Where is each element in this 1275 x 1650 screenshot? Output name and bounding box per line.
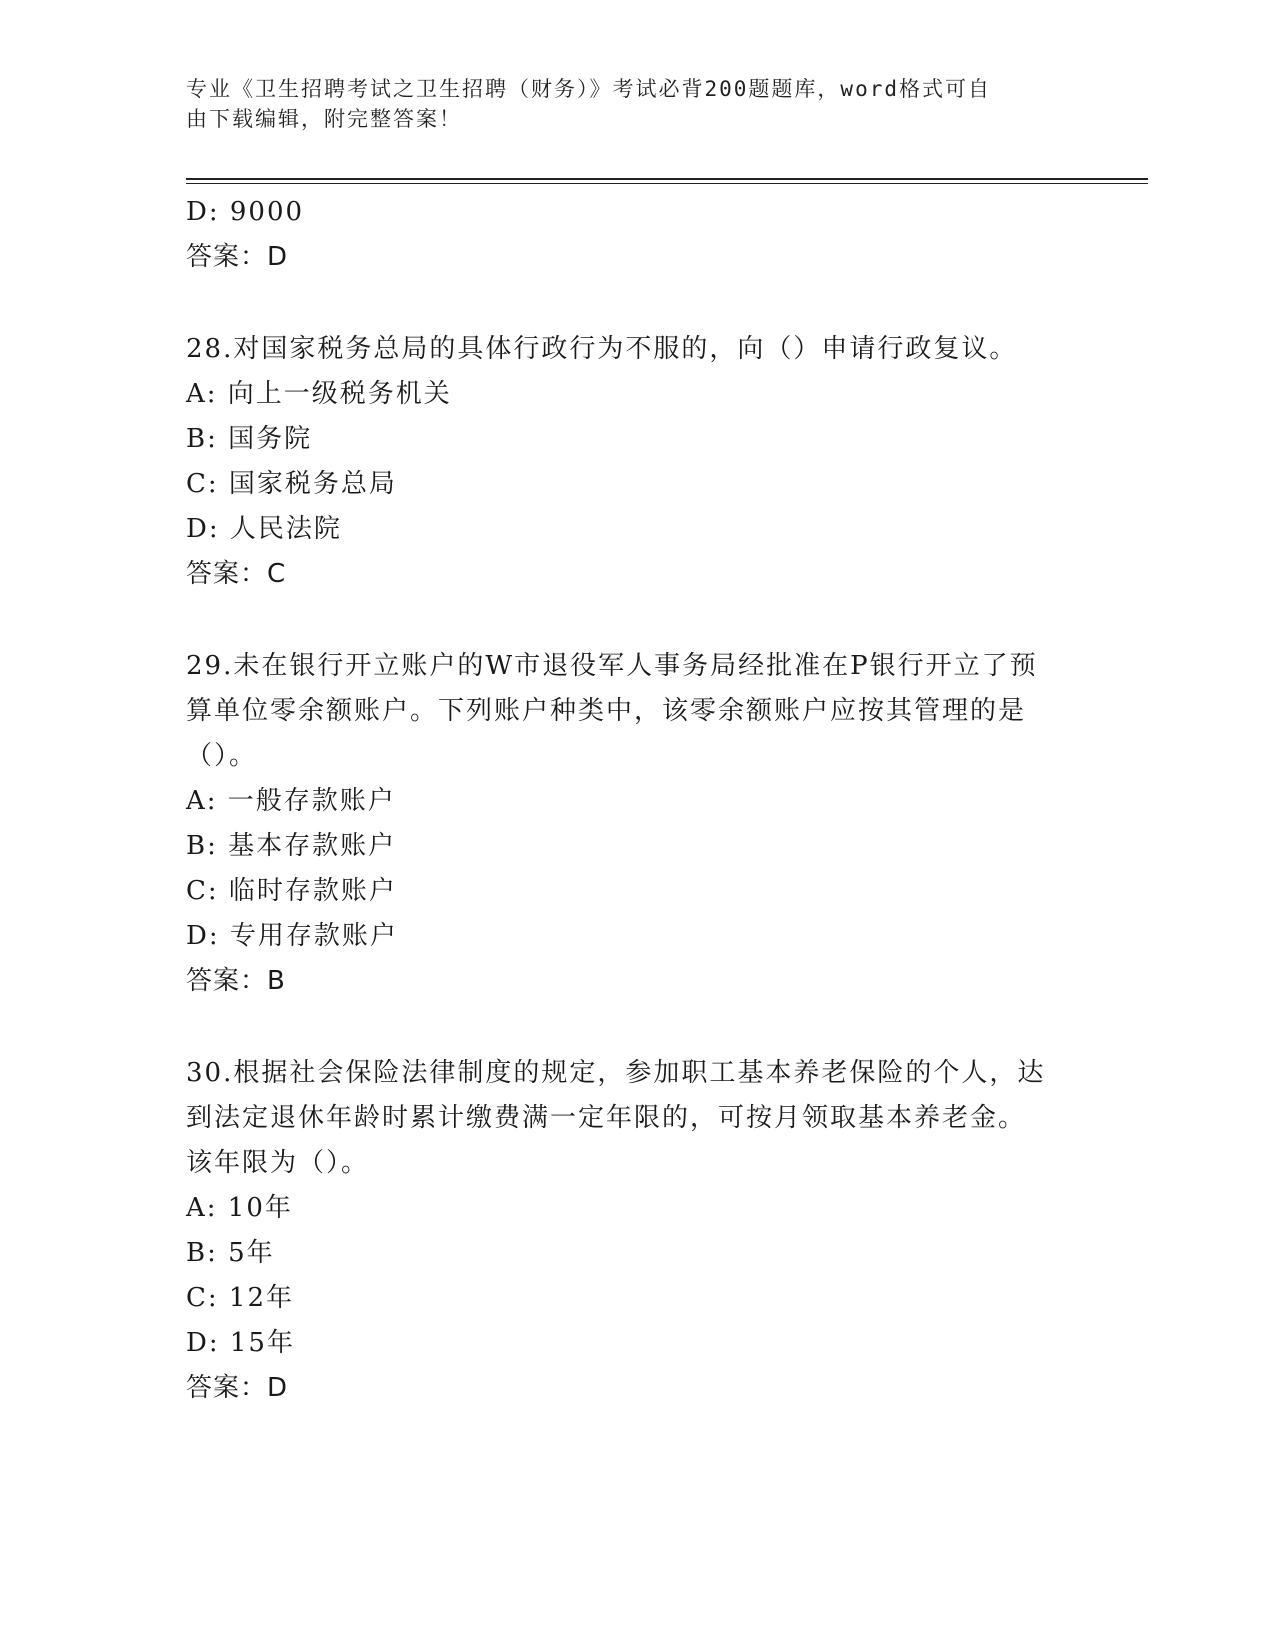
spacer	[186, 1004, 1086, 1051]
question-line: 算单位零余额账户。下列账户种类中，该零余额账户应按其管理的是	[186, 696, 1027, 726]
option-d: D: 9000	[186, 197, 305, 227]
question-line: 29.未在银行开立账户的W市退役军人事务局经批准在P银行开立了预	[186, 651, 1038, 681]
question-text	[186, 1051, 1086, 1186]
option-b: B: 基本存款账户	[186, 831, 397, 861]
option-c: C: 国家税务总局	[186, 469, 397, 499]
question-line: 28.对国家税务总局的具体行政行为不服的，向（）申请行政复议。	[186, 334, 1018, 364]
option-d: D: 人民法院	[186, 514, 342, 544]
answer-line: 答案：D	[186, 242, 289, 272]
previous-question-tail	[186, 190, 1086, 280]
option-a: A: 向上一级税务机关	[186, 379, 452, 409]
header-line-1: 专业《卫生招聘考试之卫生招聘（财务）》考试必背200题题库，word格式可自	[186, 77, 991, 101]
option-d: D: 15年	[186, 1328, 295, 1358]
spacer	[186, 280, 1086, 327]
question-line: （）。	[186, 741, 258, 771]
option-a: A: 一般存款账户	[186, 786, 396, 816]
question-text	[186, 644, 1086, 779]
question-29	[186, 644, 1086, 1004]
question-28	[186, 327, 1086, 597]
answer-line: 答案：B	[186, 966, 286, 996]
question-line: 该年限为（）。	[186, 1148, 370, 1178]
question-line: 到法定退休年龄时累计缴费满一定年限的，可按月领取基本养老金。	[186, 1103, 1027, 1133]
option-a: A: 10年	[186, 1193, 293, 1223]
option-c: C: 12年	[186, 1283, 295, 1313]
option-b: B: 国务院	[186, 424, 313, 454]
answer-line: 答案：C	[186, 559, 287, 589]
question-text	[186, 327, 1086, 372]
option-b: B: 5年	[186, 1238, 275, 1268]
header-divider-thin	[186, 183, 1148, 184]
option-c: C: 临时存款账户	[186, 876, 397, 906]
option-d: D: 专用存款账户	[186, 921, 398, 951]
header-divider-thick	[186, 178, 1148, 180]
question-line: 30.根据社会保险法律制度的规定，参加职工基本养老保险的个人，达	[186, 1058, 1046, 1088]
spacer	[186, 597, 1086, 644]
document-header	[186, 74, 1066, 134]
header-line-2: 由下载编辑，附完整答案！	[186, 107, 462, 131]
answer-line: 答案：D	[186, 1373, 289, 1403]
question-30	[186, 1051, 1086, 1411]
question-content	[186, 190, 1086, 1411]
